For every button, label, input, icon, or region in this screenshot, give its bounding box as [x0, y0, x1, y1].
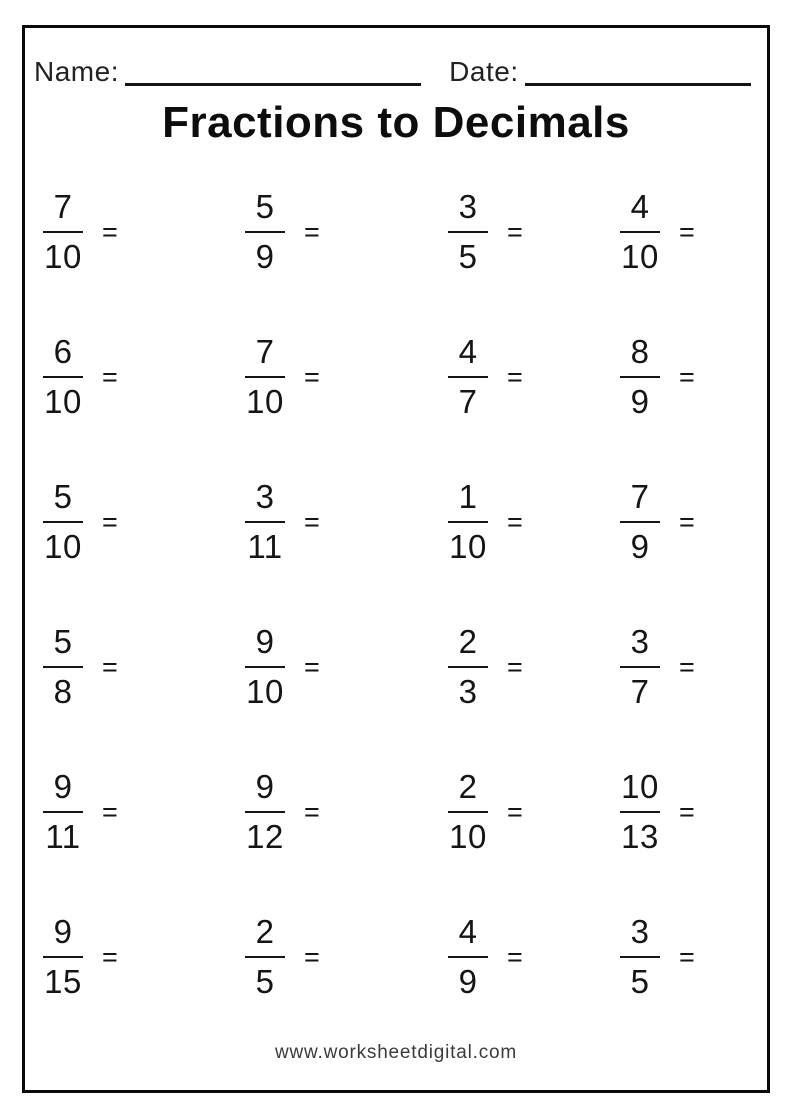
- fraction-bar: [620, 666, 660, 668]
- fraction-bar: [448, 666, 488, 668]
- fraction-bar: [620, 811, 660, 813]
- fraction-problem: [617, 595, 767, 740]
- numerator: 3: [458, 188, 478, 226]
- denominator: 9: [255, 238, 275, 276]
- footer-url: www.worksheetdigital.com: [274, 1042, 517, 1063]
- date-label: Date:: [449, 56, 519, 87]
- fraction-problem: [40, 305, 242, 450]
- fraction: [617, 622, 663, 712]
- denominator: 8: [53, 673, 73, 711]
- date-blank-line: [525, 66, 751, 86]
- numerator: 3: [630, 913, 650, 951]
- numerator: 6: [53, 333, 73, 371]
- fraction: [242, 187, 288, 277]
- numerator: 7: [630, 478, 650, 516]
- numerator: 5: [53, 478, 73, 516]
- numerator: 9: [255, 623, 275, 661]
- equals-sign: =: [507, 651, 523, 682]
- fraction: [445, 912, 491, 1002]
- denominator: 11: [247, 528, 283, 566]
- numerator: 4: [458, 913, 478, 951]
- name-field: [34, 55, 421, 89]
- fraction-problem: [617, 450, 767, 595]
- equals-sign: =: [507, 361, 523, 392]
- fraction-bar: [245, 376, 285, 378]
- fraction-bar: [245, 666, 285, 668]
- numerator: 2: [458, 768, 478, 806]
- fraction-problem: [445, 305, 617, 450]
- date-field: [449, 55, 751, 89]
- equals-sign: =: [507, 796, 523, 827]
- fraction-problem: [242, 450, 445, 595]
- fraction-problem: [445, 885, 617, 1030]
- equals-sign: =: [679, 941, 695, 972]
- fraction-problem: [40, 740, 242, 885]
- numerator: 7: [255, 333, 275, 371]
- fraction-problem: [445, 160, 617, 305]
- fraction-bar: [43, 376, 83, 378]
- equals-sign: =: [304, 796, 320, 827]
- fraction: [40, 187, 86, 277]
- fraction-problem: [242, 595, 445, 740]
- equals-sign: =: [102, 941, 118, 972]
- fraction-problem: [40, 160, 242, 305]
- denominator: 9: [458, 963, 478, 1001]
- numerator: 7: [53, 188, 73, 226]
- equals-sign: =: [304, 651, 320, 682]
- header-row: [34, 55, 751, 89]
- equals-sign: =: [679, 796, 695, 827]
- fraction: [242, 767, 288, 857]
- fraction-bar: [448, 811, 488, 813]
- equals-sign: =: [304, 216, 320, 247]
- fraction: [40, 767, 86, 857]
- fraction-problem: [445, 740, 617, 885]
- equals-sign: =: [102, 796, 118, 827]
- denominator: 10: [449, 528, 487, 566]
- numerator: 9: [53, 913, 73, 951]
- fraction: [445, 332, 491, 422]
- denominator: 13: [621, 818, 659, 856]
- fraction: [242, 622, 288, 712]
- fraction-problem: [445, 450, 617, 595]
- numerator: 3: [255, 478, 275, 516]
- fraction-bar: [43, 811, 83, 813]
- fraction-problem: [242, 885, 445, 1030]
- numerator: 4: [458, 333, 478, 371]
- name-label: Name:: [34, 56, 119, 87]
- equals-sign: =: [102, 651, 118, 682]
- denominator: 15: [44, 963, 82, 1001]
- equals-sign: =: [507, 506, 523, 537]
- fraction: [617, 187, 663, 277]
- denominator: 12: [246, 818, 284, 856]
- fraction: [617, 912, 663, 1002]
- fraction: [617, 332, 663, 422]
- fraction: [40, 332, 86, 422]
- equals-sign: =: [679, 506, 695, 537]
- denominator: 5: [630, 963, 650, 1001]
- numerator: 9: [255, 768, 275, 806]
- fraction: [40, 622, 86, 712]
- equals-sign: =: [507, 216, 523, 247]
- equals-sign: =: [304, 361, 320, 392]
- fraction: [242, 477, 288, 567]
- fraction-bar: [620, 521, 660, 523]
- equals-sign: =: [102, 216, 118, 247]
- denominator: 5: [255, 963, 275, 1001]
- equals-sign: =: [679, 361, 695, 392]
- worksheet-title: Fractions to Decimals: [162, 97, 630, 147]
- fraction-bar: [620, 956, 660, 958]
- numerator: 9: [53, 768, 73, 806]
- denominator: 10: [246, 383, 284, 421]
- denominator: 10: [44, 383, 82, 421]
- fraction-problem: [445, 595, 617, 740]
- denominator: 10: [44, 528, 82, 566]
- fraction-problem: [40, 595, 242, 740]
- fraction: [445, 622, 491, 712]
- fraction-problem: [617, 740, 767, 885]
- fraction: [40, 912, 86, 1002]
- problems-grid: [25, 160, 767, 1030]
- denominator: 11: [45, 818, 81, 856]
- fraction-problem: [617, 305, 767, 450]
- equals-sign: =: [507, 941, 523, 972]
- fraction-problem: [242, 305, 445, 450]
- fraction-bar: [43, 231, 83, 233]
- fraction-bar: [245, 521, 285, 523]
- denominator: 7: [630, 673, 650, 711]
- denominator: 9: [630, 528, 650, 566]
- fraction: [617, 767, 663, 857]
- denominator: 7: [458, 383, 478, 421]
- fraction-problem: [617, 885, 767, 1030]
- denominator: 3: [458, 673, 478, 711]
- fraction-bar: [43, 521, 83, 523]
- denominator: 10: [621, 238, 659, 276]
- fraction: [242, 332, 288, 422]
- equals-sign: =: [102, 361, 118, 392]
- numerator: 2: [458, 623, 478, 661]
- name-blank-line: [125, 66, 421, 86]
- denominator: 10: [246, 673, 284, 711]
- fraction-bar: [245, 956, 285, 958]
- fraction: [445, 477, 491, 567]
- fraction: [617, 477, 663, 567]
- fraction-bar: [43, 956, 83, 958]
- fraction-problem: [242, 160, 445, 305]
- fraction-bar: [448, 231, 488, 233]
- numerator: 4: [630, 188, 650, 226]
- numerator: 5: [255, 188, 275, 226]
- fraction: [445, 767, 491, 857]
- denominator: 10: [44, 238, 82, 276]
- numerator: 1: [458, 478, 478, 516]
- fraction-bar: [43, 666, 83, 668]
- fraction-problem: [617, 160, 767, 305]
- denominator: 9: [630, 383, 650, 421]
- fraction-problem: [242, 740, 445, 885]
- fraction: [40, 477, 86, 567]
- equals-sign: =: [304, 941, 320, 972]
- equals-sign: =: [304, 506, 320, 537]
- fraction-bar: [448, 956, 488, 958]
- numerator: 2: [255, 913, 275, 951]
- worksheet-frame: [22, 25, 770, 1093]
- equals-sign: =: [679, 651, 695, 682]
- numerator: 3: [630, 623, 650, 661]
- denominator: 10: [449, 818, 487, 856]
- fraction-bar: [620, 231, 660, 233]
- fraction: [445, 187, 491, 277]
- fraction-bar: [245, 231, 285, 233]
- fraction-problem: [40, 450, 242, 595]
- equals-sign: =: [102, 506, 118, 537]
- fraction-problem: [40, 885, 242, 1030]
- numerator: 8: [630, 333, 650, 371]
- equals-sign: =: [679, 216, 695, 247]
- fraction-bar: [448, 376, 488, 378]
- fraction-bar: [620, 376, 660, 378]
- numerator: 5: [53, 623, 73, 661]
- fraction-bar: [245, 811, 285, 813]
- fraction-bar: [448, 521, 488, 523]
- fraction: [242, 912, 288, 1002]
- numerator: 10: [621, 768, 659, 806]
- denominator: 5: [458, 238, 478, 276]
